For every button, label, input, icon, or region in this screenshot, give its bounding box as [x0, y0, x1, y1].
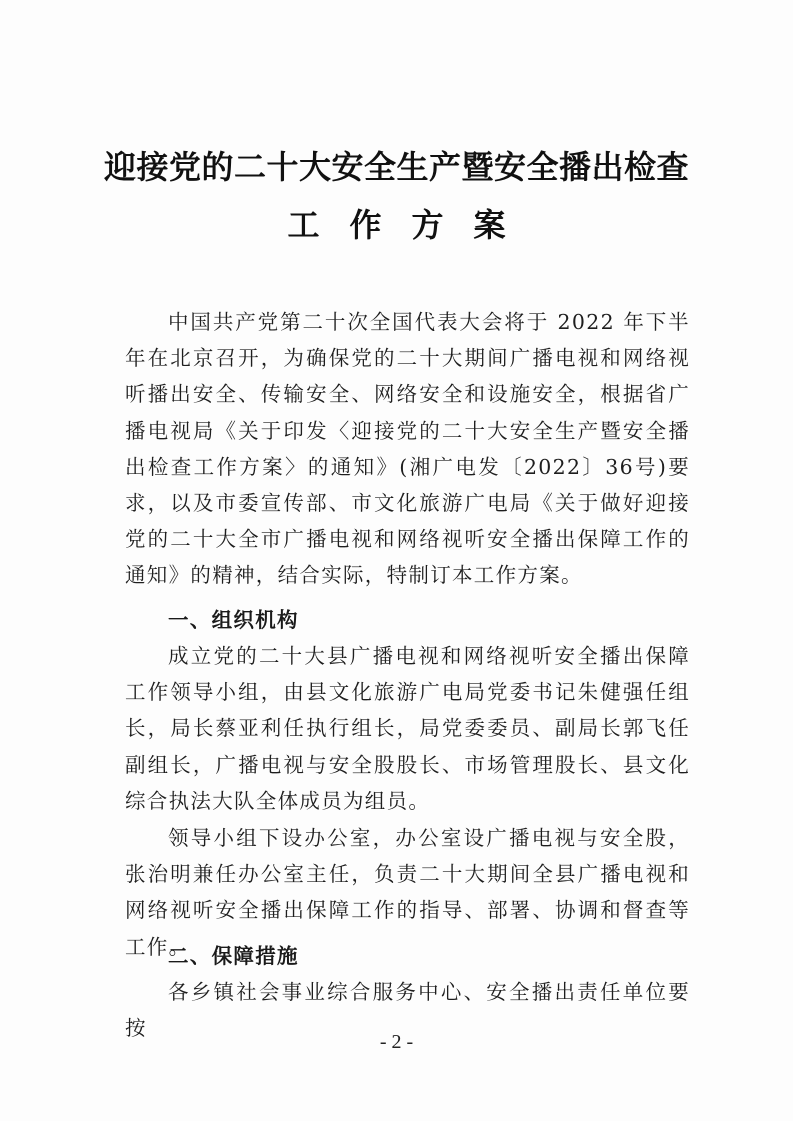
section-2-paragraph-1: 各乡镇社会事业综合服务中心、安全播出责任单位要按: [125, 980, 690, 1041]
section-1-paragraph-2: 领导小组下设办公室，办公室设广播电视与安全股，张治明兼任办公室主任，负责二十大期间全县广播电视和网络视听安全播出保障工作的指导、部署、协调和督查等工作。: [125, 826, 690, 959]
section-1-paragraph-1: 成立党的二十大县广播电视和网络视听安全播出保障工作领导小组，由县文化旅游广电局党委书记朱健强任组长，局长蔡亚利任执行组长，局党委委员、副局长郭飞任副组长，广播电视与安全股股长、市场管理股长、县文化综合执法大队全体成员为组员。: [125, 644, 690, 813]
section-2-heading: 二、保障措施: [168, 944, 299, 968]
document-title-line-1: 迎接党的二十大安全生产暨安全播出检查: [103, 148, 689, 186]
document-title-line-2: 工作方案: [287, 206, 536, 244]
page-number: - 2 -: [379, 1031, 414, 1053]
section-1-heading: 一、组织机构: [168, 608, 299, 632]
intro-paragraph: 中国共产党第二十次全国代表大会将于 2022 年下半年在北京召开，为确保党的二十大期间广播电视和网络视听播出安全、传输安全、网络安全和设施安全，根据省广播电视局《关于印发〈迎接党的二十大安全生产暨安全播出检查工作方案〉的通知》(湘广电发〔2022〕36号)要求，以及市委宣传部、市文化旅游广电局《关于做好迎接党的二十大全市广播电视和网络视听安全播出保障工作的通知》的精神，结合实际，特制订本工作方案。: [125, 310, 690, 588]
